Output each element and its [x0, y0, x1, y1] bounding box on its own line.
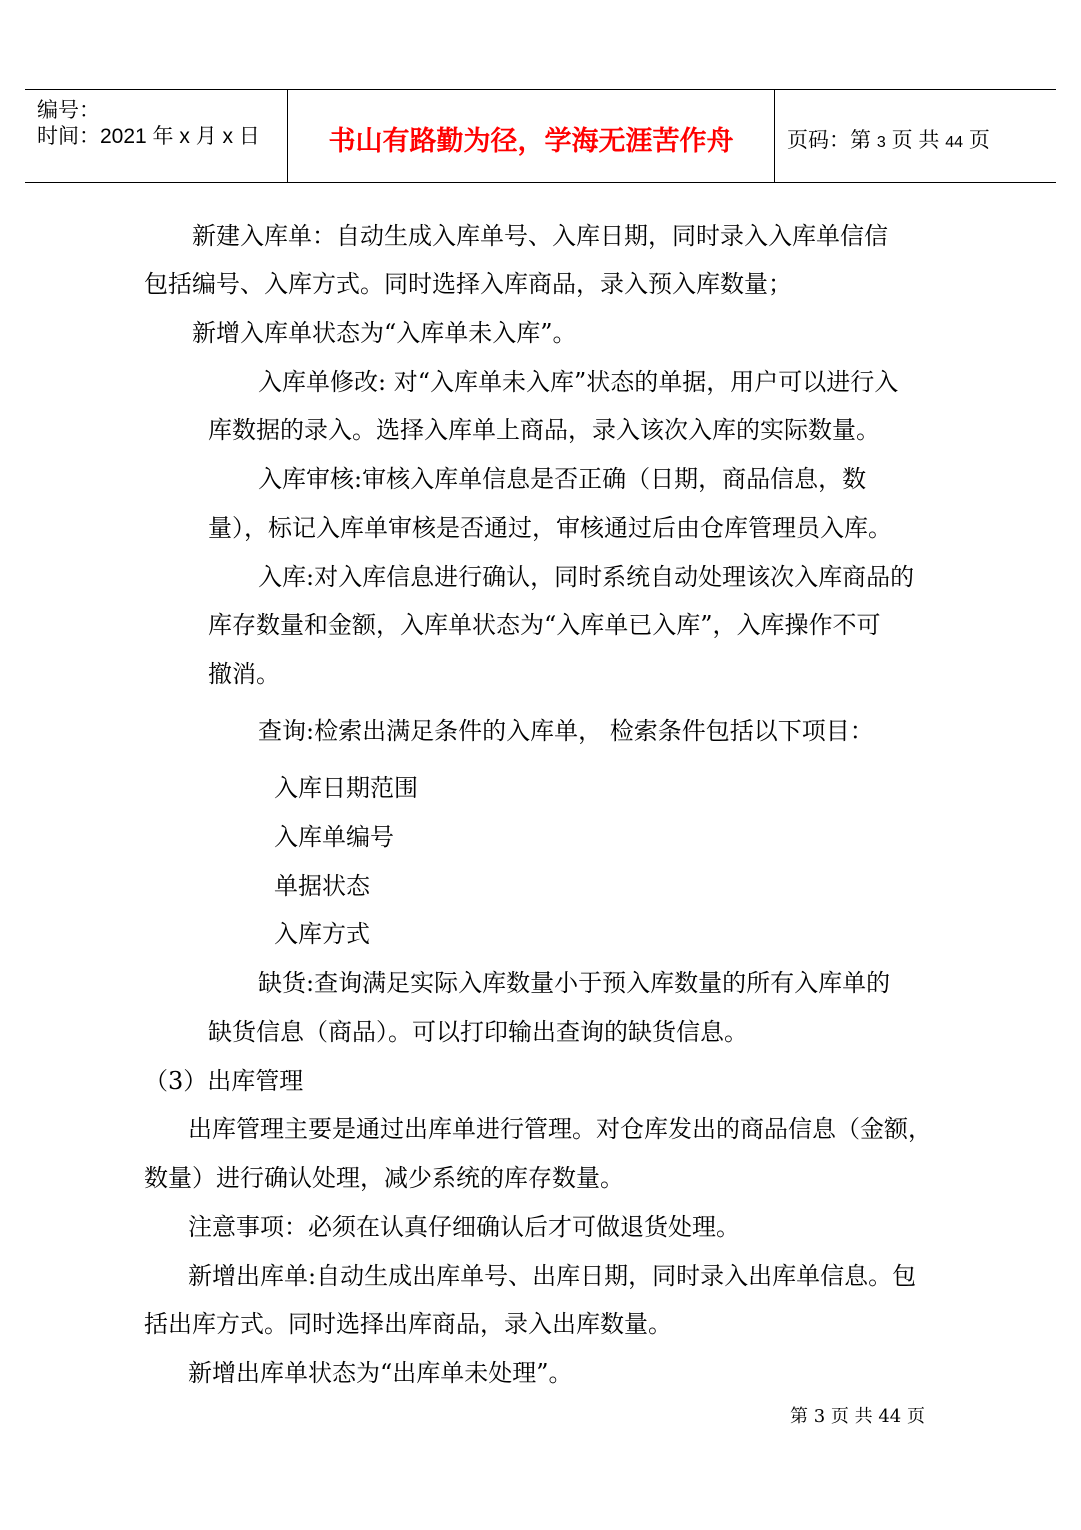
body-line: 出库管理主要是通过出库单进行管理。对仓库发出的商品信息（金额，: [188, 1115, 932, 1143]
body-line: 括出库方式。同时选择出库商品，录入出库数量。: [144, 1310, 672, 1338]
header-motto-cell: [288, 90, 775, 182]
body-line: 数量）进行确认处理，减少系统的库存数量。: [144, 1164, 624, 1192]
body-line: 入库:对入库信息进行确认，同时系统自动处理该次入库商品的: [258, 563, 915, 591]
page-footer: 第 3 页 共 44 页: [790, 1406, 925, 1427]
page-prefix: 页码：第: [787, 129, 871, 152]
criteria-item: 单据状态: [274, 872, 370, 900]
document-header: [25, 89, 1056, 183]
header-meta-cell: [25, 90, 288, 182]
header-page-cell: [775, 90, 1056, 182]
body-line: 库数据的录入。选择入库单上商品，录入该次入库的实际数量。: [208, 416, 880, 444]
header-page-indicator: [787, 124, 990, 154]
body-line: 撤消。: [208, 660, 280, 688]
body-line: 量），标记入库单审核是否通过，审核通过后由仓库管理员入库。: [208, 514, 892, 542]
criteria-item: 入库方式: [274, 920, 370, 948]
body-line: 新增出库单状态为“出库单未处理”。: [188, 1359, 573, 1387]
document-number-label: 编号：: [37, 99, 100, 122]
page-mid: 页 共: [891, 129, 940, 152]
criteria-item: 入库日期范围: [274, 774, 418, 802]
body-line: 新增入库单状态为“入库单未入库”。: [192, 319, 577, 347]
page-suffix: 页: [968, 129, 990, 152]
criteria-item: 入库单编号: [274, 823, 394, 851]
body-line: 库存数量和金额，入库单状态为“入库单已入库”，入库操作不可: [208, 611, 881, 639]
body-line: 注意事项：必须在认真仔细确认后才可做退货处理。: [188, 1213, 740, 1241]
header-motto: 书山有路勤为径，学海无涯苦作舟: [328, 126, 734, 157]
body-line: 缺货:查询满足实际入库数量小于预入库数量的所有入库单的: [258, 969, 891, 997]
body-line: 查询:检索出满足条件的入库单， 检索条件包括以下项目：: [258, 717, 874, 745]
page-number: 3: [876, 134, 886, 151]
page-total: 44: [945, 134, 964, 151]
body-line: 包括编号、入库方式。同时选择入库商品，录入预入库数量；: [144, 270, 792, 298]
body-line: 缺货信息（商品）。可以打印输出查询的缺货信息。: [208, 1018, 748, 1046]
body-line: 入库审核:审核入库单信息是否正确（日期，商品信息，数: [258, 465, 867, 493]
document-time-label: 时间：2021 年 x 月 x 日: [37, 125, 260, 148]
body-line: 新建入库单：自动生成入库单号、入库日期，同时录入入库单信信: [192, 222, 888, 250]
body-line: 新增出库单:自动生成出库单号、出库日期，同时录入出库单信息。包: [188, 1262, 917, 1290]
section-heading: （3）出库管理: [144, 1067, 304, 1095]
body-line: 入库单修改: 对“入库单未入库”状态的单据，用户可以进行入: [258, 368, 899, 396]
